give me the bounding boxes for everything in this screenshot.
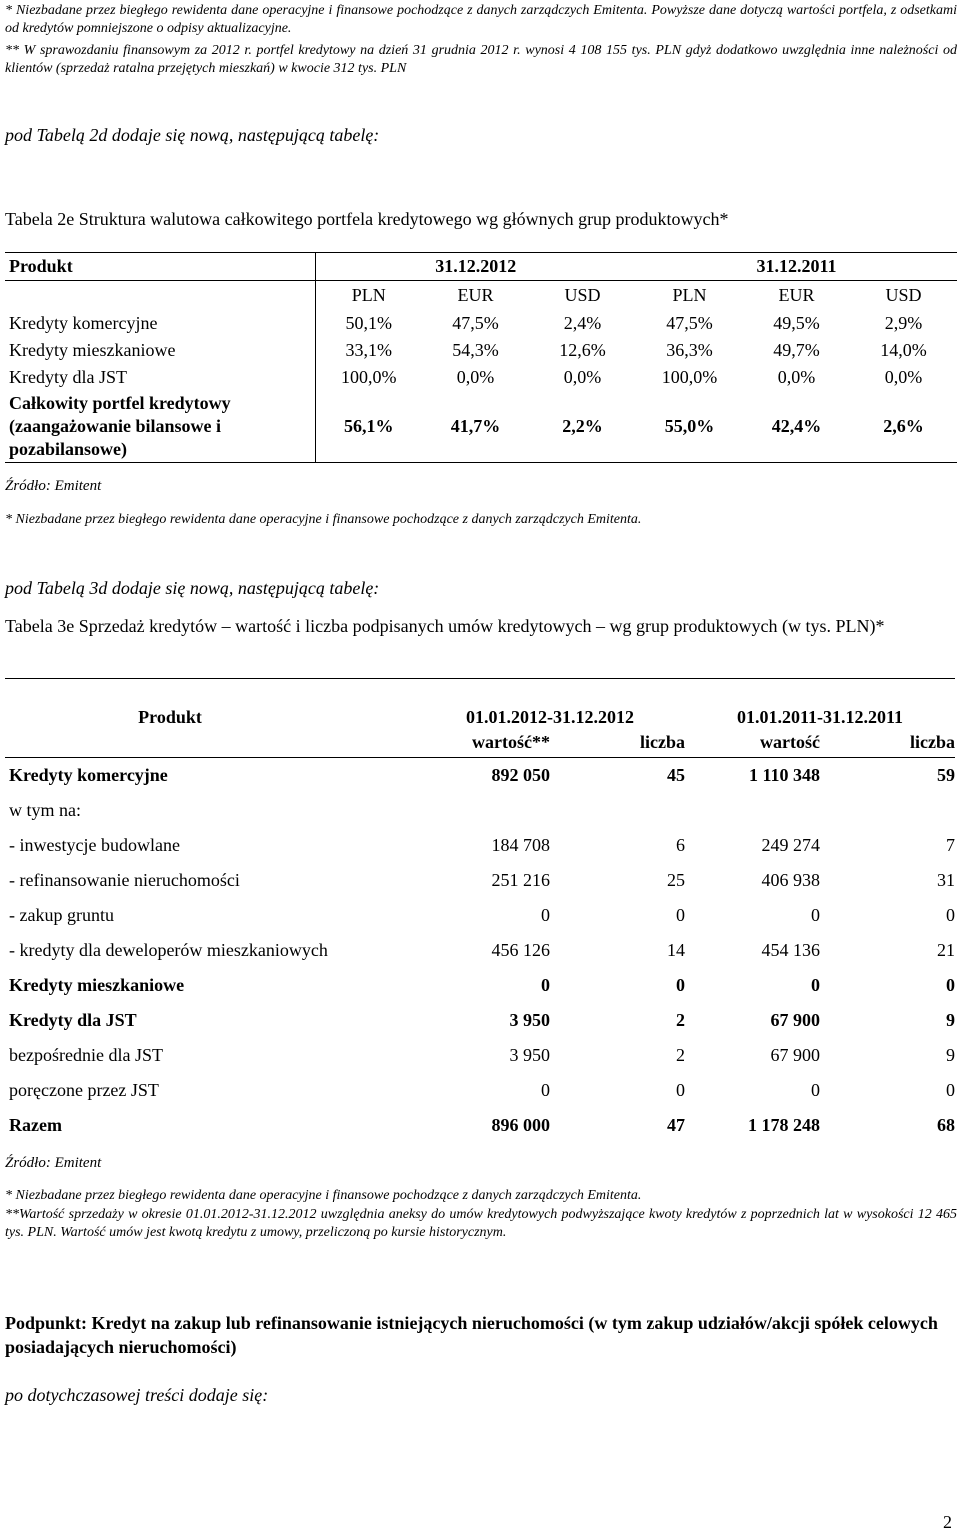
table-row: [5, 863, 955, 898]
cell: 67 900: [770, 1044, 820, 1065]
subpoint-heading: Podpunkt: Kredyt na zakup lub refinansowanie istniejących nieruchomości (w tym zakup udziałów/akcji spółek celowych posiadających nieruchomości): [5, 1313, 938, 1357]
cell: 454 136: [761, 939, 820, 960]
cell: 0: [811, 974, 820, 995]
intro-table-2d: pod Tabelą 2d dodaje się nową, następującą tabelę:: [5, 125, 380, 145]
cell: 59: [937, 764, 955, 785]
table-2e-source: Źródło: Emitent: [5, 478, 102, 494]
cell: 2,4%: [563, 312, 602, 333]
cell: 6: [676, 834, 685, 855]
cell: 0: [676, 1079, 685, 1100]
cell: [415, 793, 550, 828]
table-row: [5, 310, 957, 337]
cell: 184 708: [491, 834, 550, 855]
table-row: [5, 933, 955, 968]
subheader: wartość: [760, 731, 820, 752]
cell: 55,0%: [664, 415, 715, 436]
closing-line: po dotychczasowej treści dodaje się:: [5, 1385, 269, 1405]
currency-header: USD: [564, 284, 601, 305]
table-2e-caption: Tabela 2e Struktura walutowa całkowitego portfela kredytowego wg głównych grup produktowych*: [5, 209, 729, 229]
table-row-total: [5, 391, 957, 463]
cell: 406 938: [761, 869, 820, 890]
row-label: - refinansowanie nieruchomości: [9, 869, 240, 890]
cell: 9: [946, 1009, 955, 1030]
table-3e-source: Źródło: Emitent: [5, 1155, 102, 1171]
cell: 41,7%: [450, 415, 501, 436]
cell: 249 274: [761, 834, 820, 855]
subheader: liczba: [640, 731, 685, 752]
cell: 1 110 348: [748, 764, 820, 785]
cell: 2: [676, 1044, 685, 1065]
table-2e-header-product: Produkt: [5, 253, 315, 281]
row-label-total: Całkowity portfel kredytowy (zaangażowanie bilansowe i pozabilansowe): [5, 391, 315, 463]
cell: 251 216: [491, 869, 550, 890]
cell: 36,3%: [666, 339, 713, 360]
table-row: [5, 1003, 955, 1038]
cell: 0: [541, 974, 550, 995]
row-label: Kredyty komercyjne: [5, 310, 315, 337]
cell: 56,1%: [344, 415, 394, 436]
table-3e: [5, 678, 955, 1143]
currency-header: PLN: [672, 284, 707, 305]
cell: [685, 793, 820, 828]
table-row: [5, 968, 955, 1003]
table-row: [5, 337, 957, 364]
cell: 68: [937, 1114, 955, 1135]
cell: 25: [667, 869, 685, 890]
row-label: Kredyty komercyjne: [9, 764, 168, 785]
cell: 0: [811, 904, 820, 925]
cell: 2,9%: [884, 312, 923, 333]
table-3e-period-2011: 01.01.2011-31.12.2011: [736, 706, 903, 727]
cell: 2: [676, 1009, 685, 1030]
row-label: w tym na:: [9, 799, 81, 820]
cell: 9: [946, 1044, 955, 1065]
row-label: - inwestycje budowlane: [9, 834, 180, 855]
cell: 47,5%: [666, 312, 713, 333]
cell: 1 178 248: [748, 1114, 820, 1135]
row-label: - zakup gruntu: [9, 904, 114, 925]
table-row: [5, 793, 955, 828]
cell: 3 950: [509, 1009, 550, 1030]
cell: 49,5%: [773, 312, 820, 333]
table-row: [5, 758, 955, 793]
table-2e-currency-row: [5, 281, 957, 310]
row-label: - kredyty dla deweloperów mieszkaniowych: [9, 939, 328, 960]
table-3e-caption: Tabela 3e Sprzedaż kredytów – wartość i liczba podpisanych umów kredytowych – wg grup produktowych (w tys. PLN)*: [5, 616, 885, 636]
cell: 49,7%: [773, 339, 820, 360]
table-2e-footnote: * Niezbadane przez biegłego rewidenta dane operacyjne i finansowe pochodzące z danych zarządczych Emitenta.: [5, 512, 642, 527]
currency-header: EUR: [778, 284, 815, 305]
cell: 54,3%: [452, 339, 499, 360]
cell: 0: [541, 904, 550, 925]
cell: 50,1%: [345, 312, 392, 333]
currency-header: EUR: [457, 284, 494, 305]
table-row: [5, 364, 957, 391]
table-3e-period-2012: 01.01.2012-31.12.2012: [466, 706, 634, 727]
cell: 47: [667, 1114, 685, 1135]
row-label: poręczone przez JST: [9, 1079, 159, 1100]
cell: 3 950: [509, 1044, 550, 1065]
cell: 21: [937, 939, 955, 960]
table-3e-footnote-2: **Wartość sprzedaży w okresie 01.01.2012-31.12.2012 uwzględnia aneksy do umów kredytowych podwyższające kwoty kredytów z poprzednich lat w wysokości 12 465 tys. PLN. Wartość umów jest kwotą kredytu z umowy, przeliczoną po kursie historycznym.: [5, 1207, 957, 1240]
intro-table-3d: pod Tabelą 3d dodaje się nową, następującą tabelę:: [5, 578, 380, 598]
table-2e-period-2011: 31.12.2011: [756, 256, 837, 276]
cell: 14,0%: [880, 339, 927, 360]
table-2e-period-row: [5, 253, 957, 281]
cell: 47,5%: [452, 312, 499, 333]
cell: 0: [541, 1079, 550, 1100]
table-row: [5, 1108, 955, 1143]
table-3e-footnote-1: * Niezbadane przez biegłego rewidenta dane operacyjne i finansowe pochodzące z danych zarządczych Emitenta.: [5, 1188, 642, 1203]
cell: 0: [811, 1079, 820, 1100]
page-number: 2: [943, 1512, 952, 1532]
table-3e-header-product: Produkt: [138, 707, 202, 727]
cell: 0,0%: [777, 366, 816, 387]
cell: 100,0%: [661, 366, 718, 387]
cell: 7: [946, 834, 955, 855]
table-3e-period-row: [5, 679, 955, 728]
cell: 892 050: [491, 764, 550, 785]
cell: 14: [667, 939, 685, 960]
cell: 67 900: [770, 1009, 820, 1030]
cell: 896 000: [491, 1114, 550, 1135]
top-note-1: * Niezbadane przez biegłego rewidenta dane operacyjne i finansowe pochodzące z danych zarządczych Emitenta. Powyższe dane dotyczą wartości portfela, z odsetkami od kredytów pomniejszone o odpisy aktualizacyjne.: [5, 3, 957, 36]
cell: [820, 793, 955, 828]
currency-header: USD: [885, 284, 922, 305]
cell: 42,4%: [771, 415, 822, 436]
table-2e-period-2012: 31.12.2012: [435, 256, 517, 276]
currency-header: PLN: [351, 284, 386, 305]
row-label: Kredyty dla JST: [9, 1009, 137, 1030]
table-row: [5, 1073, 955, 1108]
subheader: wartość**: [472, 731, 550, 752]
cell: 0,0%: [884, 366, 923, 387]
row-label: Kredyty mieszkaniowe: [9, 974, 185, 995]
subheader: liczba: [910, 731, 955, 752]
cell: 456 126: [491, 939, 550, 960]
table-3e-body: [5, 758, 955, 1143]
cell: 0,0%: [563, 366, 602, 387]
top-note-2: ** W sprawozdaniu finansowym za 2012 r. portfel kredytowy na dzień 31 grudnia 2012 r. wynosi 4 108 155 tys. PLN gdyż dodatkowo uwzględnia inne należności od klientów (sprzedaż ratalna przejętych mieszkań) w kwocie 312 tys. PLN: [5, 43, 957, 76]
cell: 31: [937, 869, 955, 890]
cell: 100,0%: [341, 366, 397, 387]
cell: 0,0%: [456, 366, 495, 387]
row-label: Razem: [9, 1114, 62, 1135]
cell: 33,1%: [345, 339, 392, 360]
row-label: Kredyty mieszkaniowe: [5, 337, 315, 364]
cell: 0: [946, 1079, 955, 1100]
cell: 12,6%: [559, 339, 606, 360]
cell: 0: [946, 974, 955, 995]
cell: 45: [667, 764, 685, 785]
cell: 0: [676, 904, 685, 925]
cell: 2,2%: [562, 415, 603, 436]
cell: [550, 793, 685, 828]
row-label: Kredyty dla JST: [5, 364, 315, 391]
cell: 2,6%: [883, 415, 924, 436]
cell: 0: [676, 974, 685, 995]
table-row: [5, 828, 955, 863]
row-label: bezpośrednie dla JST: [9, 1044, 163, 1065]
cell: 0: [946, 904, 955, 925]
table-2e: [5, 252, 957, 463]
table-row: [5, 898, 955, 933]
table-row: [5, 1038, 955, 1073]
